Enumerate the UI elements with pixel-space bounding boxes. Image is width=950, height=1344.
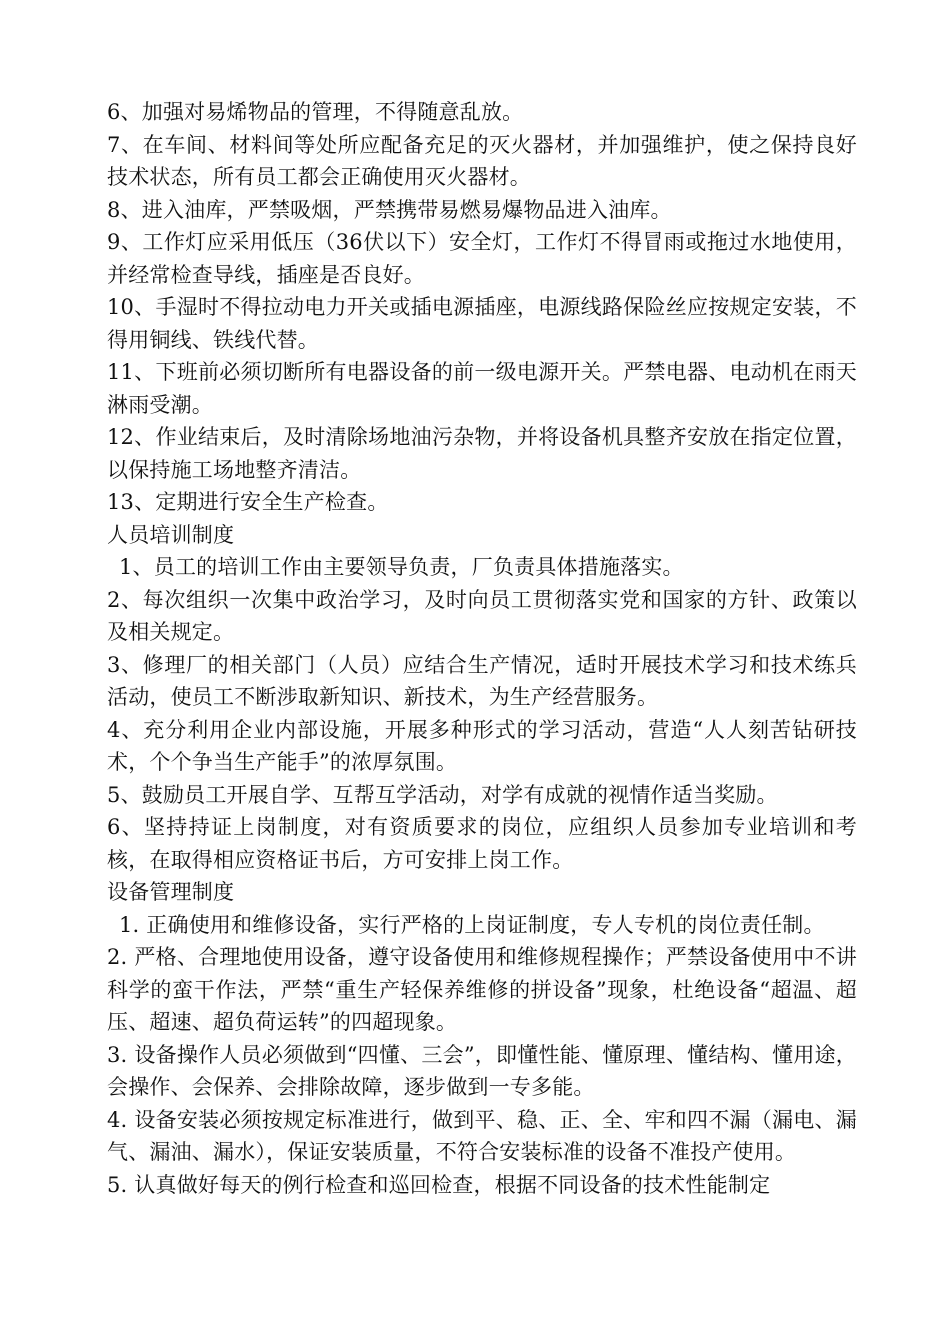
fire-rule-7: 7、在车间、材料间等处所应配备充足的灭火器材，并加强维护，使之保持良好技术状态，所有员工都会正确使用灭火器材。 (107, 132, 857, 189)
document-body (107, 96, 857, 1201)
fire-rule-11: 11、下班前必须切断所有电器设备的前一级电源开关。严禁电器、电动机在雨天淋雨受潮。 (107, 360, 857, 417)
training-section-title: 人员培训制度 (107, 522, 235, 547)
fire-rule-9: 9、工作灯应采用低压（36伏以下）安全灯，工作灯不得冒雨或拖过水地使用，并经常检查导线，插座是否良好。 (107, 230, 857, 287)
fire-rule-6: 6、加强对易烯物品的管理，不得随意乱放。 (107, 100, 524, 124)
fire-rule-12: 12、作业结束后，及时清除场地油污杂物，并将设备机具整齐安放在指定位置，以保持施工场地整齐清洁。 (107, 425, 857, 482)
fire-rule-8: 8、进入油库，严禁吸烟，严禁携带易燃易爆物品进入油库。 (107, 197, 672, 222)
training-rule-2: 2、每次组织一次集中政治学习，及时向员工贯彻落实党和国家的方针、政策以及相关规定。 (107, 587, 857, 644)
equipment-section-title: 设备管理制度 (107, 880, 235, 904)
training-rule-5: 5、鼓励员工开展自学、互帮互学活动，对学有成就的视情作适当奖励。 (107, 782, 778, 807)
equipment-rule-1: 1. 正确使用和维修设备，实行严格的上岗证制度，专人专机的岗位责任制。 (119, 912, 825, 937)
equipment-rule-4: 4. 设备安装必须按规定标准进行，做到平、稳、正、全、牢和四不漏（漏电、漏气、漏油、漏水），保证安装质量，不符合安装标准的设备不准投产使用。 (107, 1107, 857, 1164)
training-rule-1: 1、员工的培训工作由主要领导负责，厂负责具体措施落实。 (119, 555, 684, 579)
fire-rule-10: 10、手湿时不得拉动电力开关或插电源插座，电源线路保险丝应按规定安装，不得用铜线、铁线代替。 (107, 295, 857, 352)
equipment-rule-3: 3. 设备操作人员必须做到“四懂、三会”，即懂性能、懂原理、懂结构、懂用途，会操作、会保养、会排除故障，逐步做到一专多能。 (107, 1042, 857, 1099)
equipment-rule-5: 5. 认真做好每天的例行检查和巡回检查，根据不同设备的技术性能制定 (107, 1172, 771, 1197)
training-rule-6: 6、坚持持证上岗制度，对有资质要求的岗位，应组织人员参加专业培训和考核，在取得相应资格证书后，方可安排上岗工作。 (107, 815, 857, 872)
fire-rule-13: 13、定期进行安全生产检查。 (107, 490, 389, 514)
training-rule-3: 3、修理厂的相关部门（人员）应结合生产情况，适时开展技术学习和技术练兵活动，使员工不断涉取新知识、新技术，为生产经营服务。 (107, 652, 857, 709)
equipment-rule-2: 2. 严格、合理地使用设备，遵守设备使用和维修规程操作；严禁设备使用中不讲科学的蛮干作法，严禁“重生产轻保养维修的拼设备”现象，杜绝设备“超温、超压、超速、超负荷运转”的四超现象。 (107, 945, 857, 1034)
training-rule-4: 4、充分利用企业内部设施，开展多种形式的学习活动，营造“人人刻苦钻研技术，个个争当生产能手”的浓厚氛围。 (107, 717, 857, 774)
